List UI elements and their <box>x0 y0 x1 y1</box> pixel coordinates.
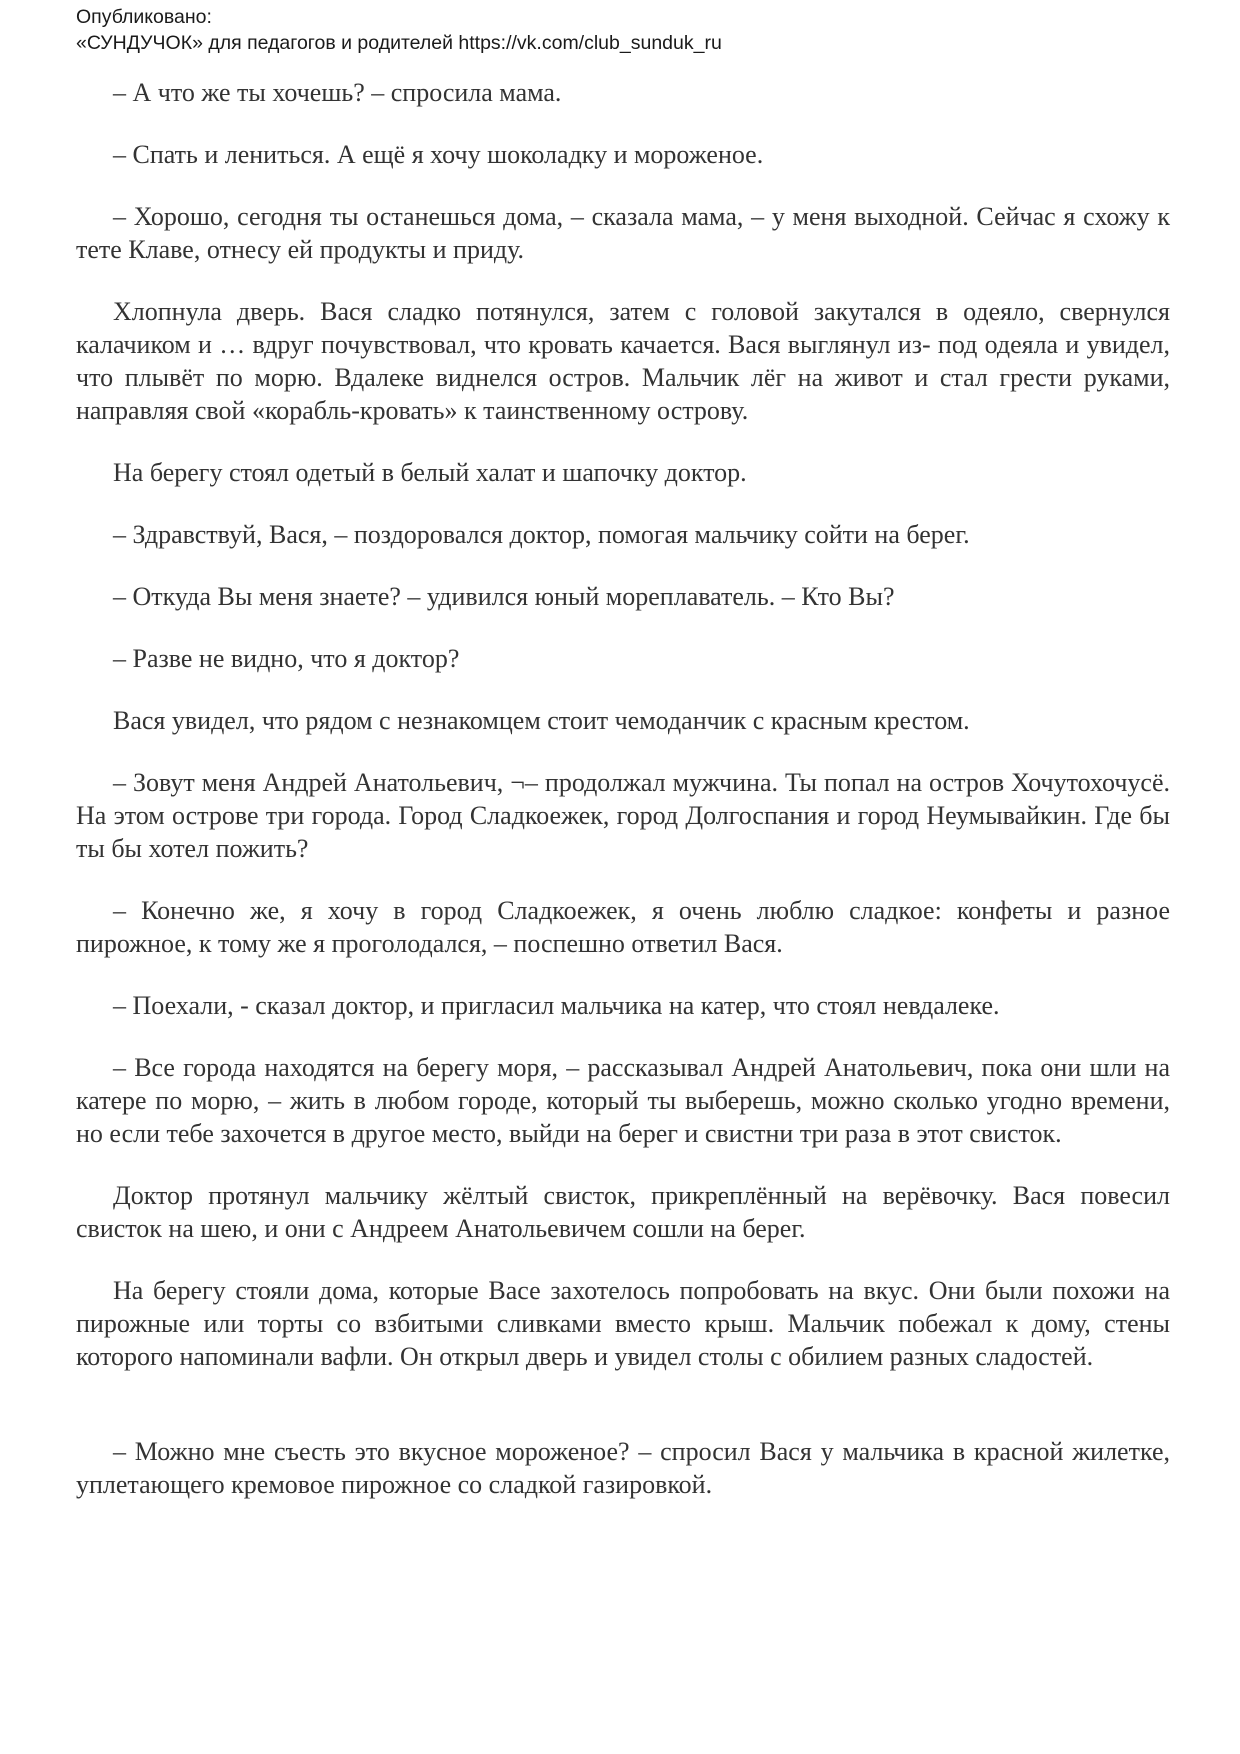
paragraph: Вася увидел, что рядом с незнакомцем стоит чемоданчик с красным крестом. <box>113 706 970 735</box>
paragraph: – Можно мне съесть это вкусное мороженое? – спросил Вася у мальчика в красной жилетке, уплетающего кремовое пирожное со сладкой газировкой. <box>76 1437 1170 1499</box>
paragraph: Хлопнула дверь. Вася сладко потянулся, затем с головой закутался в одеяло, свернулся калачиком и … вдруг почувствовал, что кровать качается. Вася выглянул из- под одеяла и увидел, что плывёт по морю. Вдалеке виднелся остров. Мальчик лёг на живот и стал грести руками, направляя свой «корабль-кровать» к таинственному острову. <box>76 297 1170 425</box>
header-published-label: Опубликовано: <box>76 6 212 28</box>
paragraph: – Разве не видно, что я доктор? <box>113 644 460 673</box>
paragraph: – Откуда Вы меня знаете? – удивился юный мореплаватель. – Кто Вы? <box>113 582 895 611</box>
paragraph: На берегу стоял одетый в белый халат и шапочку доктор. <box>113 458 747 487</box>
paragraph: – А что же ты хочешь? – спросила мама. <box>113 78 562 107</box>
header-source-line: «СУНДУЧОК» для педагогов и родителей https://vk.com/club_sunduk_ru <box>76 32 722 54</box>
paragraph: – Здравствуй, Вася, – поздоровался доктор, помогая мальчику сойти на берег. <box>113 520 970 549</box>
paragraph: – Конечно же, я хочу в город Сладкоежек, я очень люблю сладкое: конфеты и разное пирожное, к тому же я проголодался, – поспешно ответил Вася. <box>76 896 1170 958</box>
paragraph: Доктор протянул мальчику жёлтый свисток, прикреплённый на верёвочку. Вася повесил свисток на шею, и они с Андреем Анатольевичем сошли на берег. <box>76 1181 1170 1243</box>
paragraph: – Поехали, - сказал доктор, и пригласил мальчика на катер, что стоял невдалеке. <box>113 991 1000 1020</box>
story-text <box>76 76 1170 1530</box>
paragraph: – Хорошо, сегодня ты останешься дома, – сказала мама, – у меня выходной. Сейчас я схожу к тете Клаве, отнесу ей продукты и приду. <box>76 202 1170 264</box>
paragraph: – Все города находятся на берегу моря, – рассказывал Андрей Анатольевич, пока они шли на катере по морю, – жить в любом городе, который ты выберешь, можно сколько угодно времени, но если тебе захочется в другое место, выйди на берег и свистни три раза в этот свисток. <box>76 1053 1170 1148</box>
paragraph: – Спать и лениться. А ещё я хочу шоколадку и мороженое. <box>113 140 764 169</box>
publication-header <box>76 4 722 56</box>
paragraph: – Зовут меня Андрей Анатольевич, ¬– продолжал мужчина. Ты попал на остров Хочутохочусё. На этом острове три города. Город Сладкоежек, город Долгоспания и город Неумывайкин. Где бы ты бы хотел пожить? <box>76 768 1170 863</box>
paragraph: На берегу стояли дома, которые Васе захотелось попробовать на вкус. Они были похожи на пирожные или торты со взбитыми сливками вместо крыш. Мальчик побежал к дому, стены которого напоминали вафли. Он открыл дверь и увидел столы с обилием разных сладостей. <box>76 1276 1170 1371</box>
